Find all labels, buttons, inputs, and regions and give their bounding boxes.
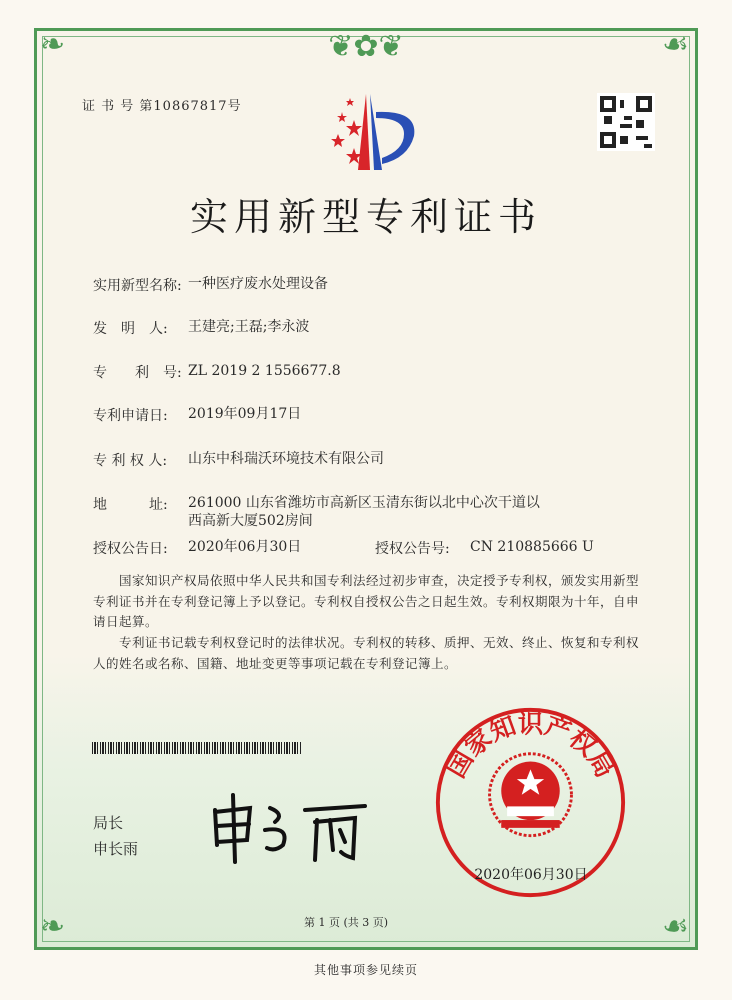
- ornament-corner-icon: ☙: [662, 27, 689, 62]
- field-utility-model-name: 实用新型名称: 一种医疗废水处理设备: [93, 276, 328, 294]
- ornament-corner-icon: ❧: [40, 909, 66, 944]
- field-address: 地 址: 261000 山东省潍坊市高新区玉清东街以北中心次干道以 西高新大厦502房间: [93, 495, 540, 529]
- seal-date: 2020年06月30日: [474, 867, 588, 883]
- field-grant-number: 授权公告号: CN 210885666 U: [375, 539, 594, 557]
- field-application-date: 专利申请日: 2019年09月17日: [93, 406, 302, 424]
- page-title: 实用新型专利证书: [189, 195, 542, 239]
- field-grant-date: 授权公告日: 2020年06月30日: [93, 539, 302, 557]
- field-inventors: 发 明 人: 王建亮;王磊;李永波: [93, 319, 310, 337]
- barcode: [92, 742, 302, 754]
- certificate-number: 证 书 号 第10867817号: [82, 99, 242, 114]
- field-patent-number: 专 利 号: ZL 2019 2 1556677.8: [93, 363, 341, 381]
- handwritten-signature: [205, 790, 380, 865]
- qr-code[interactable]: [597, 93, 655, 151]
- ornament-top-icon: ❦✿❦: [328, 29, 404, 64]
- ornament-corner-icon: ☙: [662, 909, 689, 944]
- svg-text:国家知识产权局: 国家知识产权局: [440, 708, 621, 783]
- cnipa-logo: [310, 92, 430, 172]
- paragraph-legal-status: 专利证书记载专利权登记时的法律状况。专利权的转移、质押、无效、终止、恢复和专利权人的姓名或名称、国籍、地址变更等事项记载在专利登记簿上。: [93, 635, 640, 671]
- footer-note: 其他事项参见续页: [313, 963, 418, 977]
- signatory-title: 局长: [93, 814, 124, 832]
- page-indicator: 第 1 页 (共 3 页): [303, 916, 389, 929]
- signatory-name: 申长雨: [93, 840, 139, 858]
- paragraph-grant: 国家知识产权局依照中华人民共和国专利法经过初步审查，决定授予专利权，颁发实用新型专利证书并在专利登记簿上予以登记。专利权自授权公告之日起生效。专利权期限为十年，自申请日起算。: [93, 573, 640, 629]
- ornament-corner-icon: ❧: [40, 27, 66, 62]
- field-patentee: 专 利 权 人: 山东中科瑞沃环境技术有限公司: [93, 451, 384, 469]
